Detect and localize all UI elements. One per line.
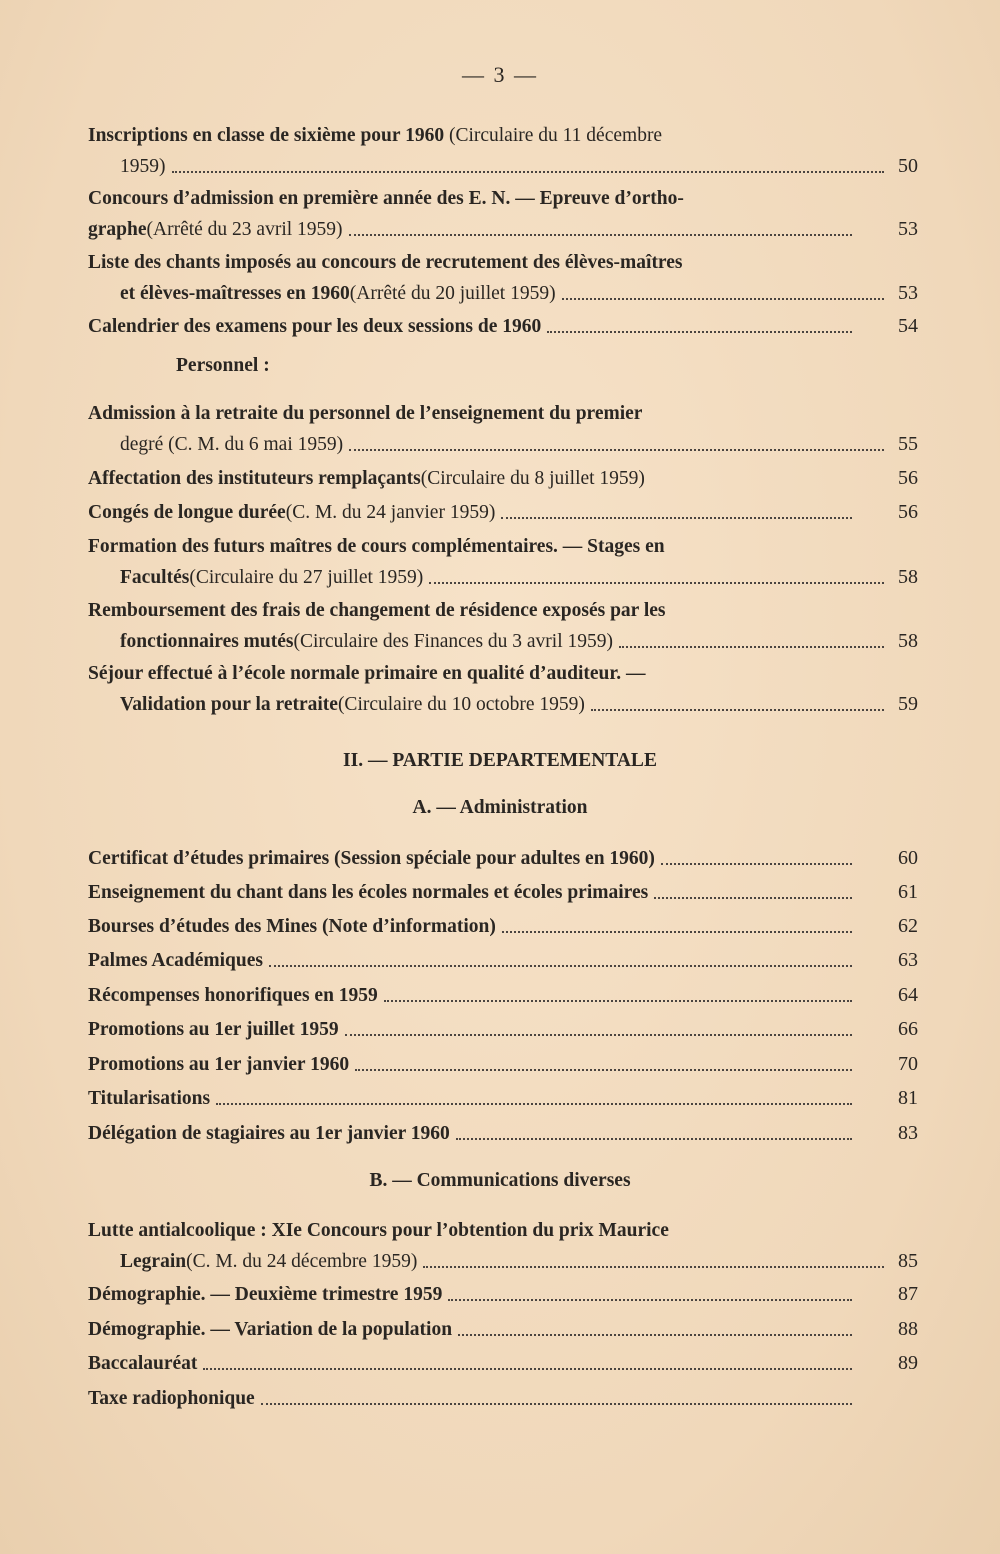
dot-leader: [562, 297, 884, 300]
entry-title: Promotions au 1er janvier 1960: [88, 1054, 350, 1075]
entry-title: Liste des chants imposés au concours de recrutement des élèves-maîtres: [88, 252, 683, 273]
entry-page-number: 53: [898, 282, 918, 304]
toc-entry: [86, 497, 918, 528]
dot-leader: [654, 896, 852, 899]
entry-page-number: 70: [898, 1053, 918, 1075]
dot-leader: [456, 1137, 852, 1140]
toc-entry: [86, 247, 918, 309]
dot-leader: [269, 964, 852, 967]
entry-title: Legrain: [120, 1251, 187, 1272]
entry-title: graphe: [88, 219, 147, 240]
entry-title: Promotions au 1er juillet 1959: [88, 1019, 339, 1040]
entry-page-number: 56: [898, 501, 918, 523]
dot-leader: [261, 1402, 852, 1405]
entry-page-number: 60: [898, 847, 918, 869]
dot-leader: [349, 233, 852, 236]
entry-title: Certificat d’études primaires (Session spéciale pour adultes en 1960): [88, 848, 655, 869]
entry-title: Récompenses honorifiques en 1959: [88, 985, 378, 1006]
entry-page-number: 62: [898, 915, 918, 937]
dot-leader: [203, 1367, 852, 1370]
toc-entry: [86, 1348, 918, 1379]
toc-entry: [86, 1279, 918, 1310]
toc-entry: [86, 311, 918, 342]
entry-title: Affectation des instituteurs remplaçants: [88, 468, 421, 489]
entry-page-number: 64: [898, 984, 918, 1006]
dot-leader: [502, 930, 852, 933]
dot-leader: [619, 645, 884, 648]
toc-entry: [86, 945, 918, 976]
entry-page-number: 88: [898, 1318, 918, 1340]
page-number: — 3 —: [462, 62, 538, 87]
entry-title: Titularisations: [88, 1088, 211, 1109]
entry-title: Délégation de stagiaires au 1er janvier 1960: [88, 1123, 450, 1144]
dot-leader: [547, 330, 852, 333]
dot-leader: [501, 516, 852, 519]
entry-reference: (C. M. du 24 décembre 1959): [186, 1251, 418, 1272]
entry-title: Formation des futurs maîtres de cours complémentaires. — Stages en: [88, 536, 665, 557]
entry-page-number: 87: [898, 1283, 918, 1305]
toc-entry: [86, 120, 918, 182]
dot-leader: [448, 1298, 852, 1301]
dot-leader: [172, 170, 885, 173]
entry-title: Démographie. — Variation de la population: [88, 1319, 453, 1340]
entry-page-number: 61: [898, 881, 918, 903]
toc-entry: [86, 183, 918, 245]
toc-entry: [86, 1118, 918, 1149]
entry-page-number: 55: [898, 433, 918, 455]
dot-leader: [423, 1265, 884, 1268]
toc-entry: [86, 463, 918, 494]
entry-page-number: 56: [898, 467, 918, 489]
dot-leader: [384, 999, 852, 1002]
personnel-heading: Personnel :: [176, 355, 270, 376]
dot-leader: [355, 1068, 852, 1071]
entry-page-number: 58: [898, 566, 918, 588]
entry-page-number: 58: [898, 630, 918, 652]
entry-title: Bourses d’études des Mines (Note d’information): [88, 916, 496, 937]
toc-entry: [86, 658, 918, 720]
entry-page-number: 81: [898, 1087, 918, 1109]
toc-entry: [86, 398, 918, 460]
entry-page-number: 83: [898, 1122, 918, 1144]
entry-page-number: 59: [898, 693, 918, 715]
dot-leader: [661, 862, 852, 865]
entry-page-number: 53: [898, 218, 918, 240]
dot-leader: [429, 581, 884, 584]
entry-title: Facultés: [120, 567, 190, 588]
entry-title: Congés de longue durée: [88, 502, 286, 523]
toc-entry: [86, 1314, 918, 1345]
entry-reference: (Arrêté du 23 avril 1959): [146, 219, 343, 240]
toc-entry: [86, 911, 918, 942]
entry-title: Remboursement des frais de changement de résidence exposés par les: [88, 600, 666, 621]
entry-title: Baccalauréat: [88, 1353, 198, 1374]
entry-title: Lutte antialcoolique : XIe Concours pour l’obtention du prix Maurice: [88, 1220, 669, 1241]
toc-entry: [86, 877, 918, 908]
dot-leader: [458, 1333, 852, 1336]
entry-page-number: 85: [898, 1250, 918, 1272]
entry-title: Admission à la retraite du personnel de l’enseignement du premier: [88, 403, 643, 424]
entry-page-number: 50: [898, 155, 918, 177]
entry-title: Calendrier des examens pour les deux sessions de 1960: [88, 316, 542, 337]
entry-reference: (C. M. du 24 janvier 1959): [285, 502, 496, 523]
entry-reference: (Arrêté du 20 juillet 1959): [349, 283, 556, 304]
entry-title: fonctionnaires mutés: [120, 631, 294, 652]
dot-leader: [349, 448, 884, 451]
toc-entry: [86, 595, 918, 657]
entry-reference: (Circulaire du 10 octobre 1959): [337, 694, 585, 715]
entry-reference: degré (C. M. du 6 mai 1959): [120, 434, 344, 455]
entry-page-number: 63: [898, 949, 918, 971]
entry-title: Concours d’admission en première année des E. N. — Epreuve d’ortho-: [88, 188, 684, 209]
toc-entry: [86, 980, 918, 1011]
dot-leader: [216, 1102, 852, 1105]
section-a-heading: A. — Administration: [412, 797, 588, 818]
toc-entry: [86, 1049, 918, 1080]
entry-title: Validation pour la retraite: [120, 694, 338, 715]
entry-reference: (Circulaire des Finances du 3 avril 1959): [293, 631, 614, 652]
entry-reference: (Circulaire du 27 juillet 1959): [189, 567, 424, 588]
toc-entry: [86, 843, 918, 874]
entry-page-number: 54: [898, 315, 918, 337]
toc-entry: [86, 1383, 918, 1414]
entry-title: Palmes Académiques: [88, 950, 263, 971]
entry-title: Taxe radiophonique: [88, 1388, 255, 1409]
entry-reference: 1959): [120, 156, 166, 177]
entry-title: Inscriptions en classe de sixième pour 1960: [88, 125, 445, 146]
entry-reference: (Circulaire du 11 décembre: [444, 125, 663, 146]
toc-entry: [86, 1215, 918, 1277]
toc-entry: [86, 1014, 918, 1045]
entry-title: Séjour effectué à l’école normale primaire en qualité d’auditeur. —: [88, 663, 646, 684]
entry-page-number: 66: [898, 1018, 918, 1040]
entry-title: Démographie. — Deuxième trimestre 1959: [88, 1284, 443, 1305]
dot-leader: [591, 708, 884, 711]
entry-page-number: 89: [898, 1352, 918, 1374]
entry-reference: (Circulaire du 8 juillet 1959): [420, 468, 645, 489]
entry-title: Enseignement du chant dans les écoles normales et écoles primaires: [88, 882, 649, 903]
toc-entry: [86, 1083, 918, 1114]
dot-leader: [345, 1033, 852, 1036]
section-b-heading: B. — Communications diverses: [369, 1170, 631, 1191]
entry-title: et élèves-maîtresses en 1960: [120, 283, 350, 304]
part-heading: II. — PARTIE DEPARTEMENTALE: [343, 750, 657, 771]
toc-entry: [86, 531, 918, 593]
